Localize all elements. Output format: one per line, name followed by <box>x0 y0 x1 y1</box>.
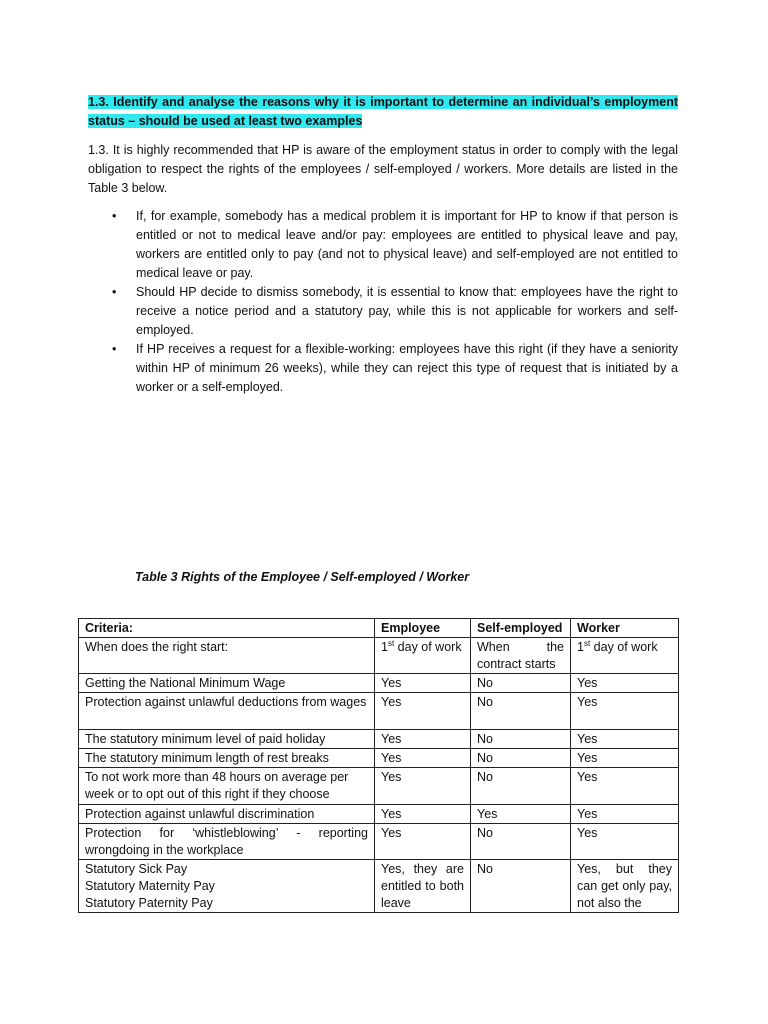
worker-cell: Yes <box>571 674 679 693</box>
worker-cell <box>571 638 679 674</box>
table-row <box>79 824 679 860</box>
table-row <box>79 805 679 824</box>
heading-text: Identify and analyse the reasons why it is important to determine an individual’s employment status – should be used at least two examples <box>88 95 678 128</box>
self-employed-cell: Yes <box>471 805 571 824</box>
list-item <box>108 207 678 283</box>
ordinal-suffix: st <box>387 639 395 648</box>
header-employee: Employee <box>375 619 471 638</box>
table-row <box>79 768 679 805</box>
self-employed-cell: No <box>471 860 571 913</box>
bullet-text: Should HP decide to dismiss somebody, it is essential to know that: employees have the right to receive a notice period and a statutory pay, while this is not applicable for workers and self-employed. <box>136 285 678 337</box>
bullet-glyph: • <box>112 285 117 299</box>
employee-cell <box>375 638 471 674</box>
employee-cell: Yes <box>375 730 471 749</box>
worker-cell: Yes <box>571 805 679 824</box>
employee-cell: Yes <box>375 693 471 730</box>
worker-cell: Yes <box>571 768 679 805</box>
ordinal-suffix: st <box>583 639 591 648</box>
self-employed-cell: No <box>471 693 571 730</box>
worker-cell: Yes <box>571 730 679 749</box>
table-caption: Table 3 Rights of the Employee / Self-employed / Worker <box>135 570 470 584</box>
employee-cell: Yes <box>375 768 471 805</box>
bullet-glyph: • <box>112 209 117 223</box>
worker-cell: Yes <box>571 824 679 860</box>
page-bottom-mask <box>0 914 768 1024</box>
self-employed-cell: When the contract starts <box>471 638 571 674</box>
header-self-employed: Self-employed <box>471 619 571 638</box>
table-row <box>79 730 679 749</box>
heading-highlight <box>88 95 678 128</box>
worker-cell: Yes <box>571 749 679 768</box>
table-row <box>79 860 679 913</box>
ordinal-number: 1 <box>381 640 388 654</box>
table-header-row <box>79 619 679 638</box>
criteria-cell: Protection for ‘whistleblowing’ - reporting wrongdoing in the workplace <box>79 824 375 860</box>
self-employed-cell: No <box>471 749 571 768</box>
intro-paragraph: 1.3. It is highly recommended that HP is aware of the employment status in order to comply with the legal obligation to respect the rights of the employees / self-employed / workers. More details are listed in the Table 3 below. <box>88 143 678 195</box>
rights-table <box>78 618 679 913</box>
table-row <box>79 674 679 693</box>
table-row <box>79 638 679 674</box>
list-item <box>108 340 678 397</box>
criteria-cell: The statutory minimum length of rest breaks <box>79 749 375 768</box>
heading-number: 1.3. <box>88 95 109 109</box>
criteria-cell: Protection against unlawful discrimination <box>79 805 375 824</box>
table-row <box>79 693 679 730</box>
table-row <box>79 749 679 768</box>
criteria-cell <box>79 860 375 913</box>
employee-cell: Yes, they are entitled to both leave <box>375 860 471 913</box>
header-worker: Worker <box>571 619 679 638</box>
ordinal-rest: day of work <box>394 640 462 654</box>
list-item <box>108 283 678 340</box>
self-employed-cell: No <box>471 674 571 693</box>
bullet-list <box>108 207 678 397</box>
ordinal-number: 1 <box>577 640 584 654</box>
criteria-cell: The statutory minimum level of paid holiday <box>79 730 375 749</box>
criteria-line: Statutory Maternity Pay <box>85 879 215 893</box>
criteria-cell: Protection against unlawful deductions from wages <box>79 693 375 730</box>
worker-cell: Yes <box>571 693 679 730</box>
self-employed-cell: No <box>471 730 571 749</box>
criteria-cell: Getting the National Minimum Wage <box>79 674 375 693</box>
section-heading <box>88 93 678 131</box>
criteria-line: Statutory Sick Pay <box>85 862 188 876</box>
employee-cell: Yes <box>375 824 471 860</box>
criteria-cell: When does the right start: <box>79 638 375 674</box>
employee-cell: Yes <box>375 674 471 693</box>
header-criteria: Criteria: <box>79 619 375 638</box>
criteria-line: Statutory Paternity Pay <box>85 896 213 910</box>
ordinal-rest: day of work <box>590 640 658 654</box>
self-employed-cell: No <box>471 824 571 860</box>
worker-cell: Yes, but they can get only pay, not also the <box>571 860 679 913</box>
bullet-text: If HP receives a request for a flexible-working: employees have this right (if they have a seniority within HP of minimum 26 weeks), while they can reject this type of request that is initiated by a worker or a self-employed. <box>136 342 678 394</box>
self-employed-cell: No <box>471 768 571 805</box>
criteria-cell: To not work more than 48 hours on average per week or to opt out of this right if they choose <box>79 768 375 805</box>
employee-cell: Yes <box>375 749 471 768</box>
employee-cell: Yes <box>375 805 471 824</box>
bullet-glyph: • <box>112 342 117 356</box>
bullet-text: If, for example, somebody has a medical problem it is important for HP to know if that person is entitled or not to medical leave and/or pay: employees are entitled to physical leave and pay, workers are entitled only to pay (and not to physical leave) and self-employed are not entitled to medical leave or pay. <box>136 209 678 280</box>
